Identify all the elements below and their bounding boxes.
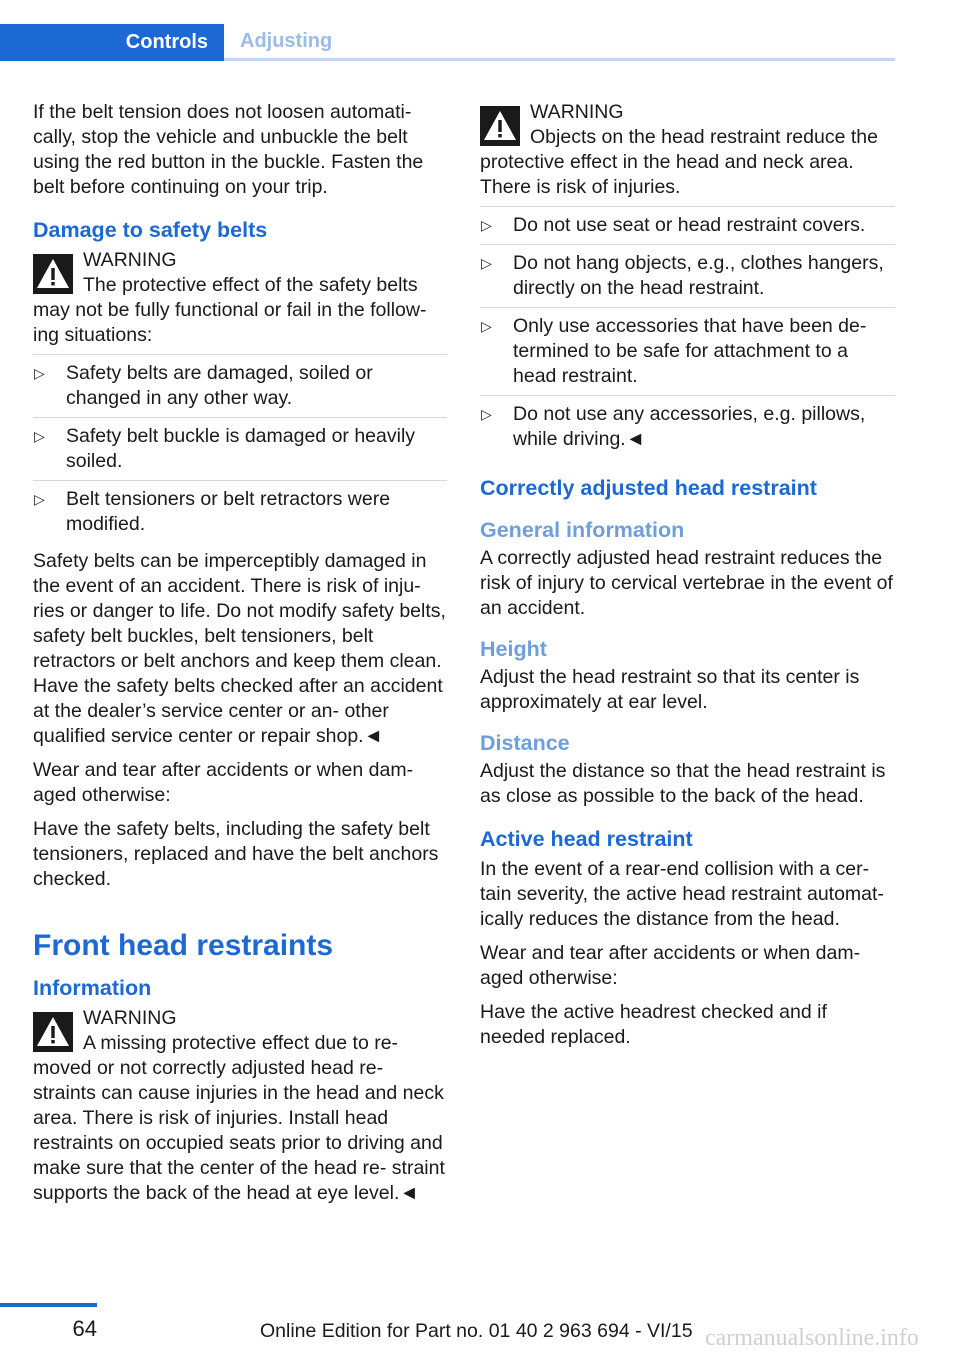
list-item-text: Safety belts are damaged, soiled or changed in any other way.	[66, 362, 373, 409]
watermark: carmanualsonline.info	[705, 1325, 919, 1351]
paragraph: Adjust the head restraint so that its center is approximately at ear level.	[480, 666, 860, 713]
triangle-right-icon: ▷	[481, 255, 492, 271]
list-item-text: Do not hang objects, e.g., clothes hangers, directly on the head restraint.	[513, 252, 884, 299]
list-item	[33, 417, 447, 480]
warning-block	[480, 100, 895, 200]
list-item	[33, 480, 447, 543]
list-item-text: Only use accessories that have been de‐ termined to be safe for attachment to a head restraint.	[513, 315, 867, 387]
triangle-right-icon: ▷	[34, 428, 45, 444]
list-item-text: Do not use any accessories, e.g. pillows, while driving.◄	[513, 403, 866, 450]
paragraph: Wear and tear after accidents or when dam‐ aged otherwise:	[480, 942, 861, 989]
paragraph: If the belt tension does not loosen automati‐ cally, stop the vehicle and unbuckle the belt using the red button in the buckle. Fasten the belt before continuing on your trip.	[33, 101, 424, 198]
list-item-text: Do not use seat or head restraint covers.	[513, 214, 866, 236]
paragraph: Have the safety belts, including the safety belt tensioners, replaced and have the belt anchors checked.	[33, 818, 439, 890]
warning-label: WARNING	[83, 1007, 177, 1029]
triangle-right-icon: ▷	[481, 217, 492, 233]
heading-correctly-adjusted-head-restraint: Correctly adjusted head restraint	[480, 476, 817, 500]
list-item	[480, 206, 895, 244]
section-tabs	[0, 24, 895, 61]
footer-edition: Online Edition for Part no. 01 40 2 963 694 - VI/15	[260, 1320, 693, 1342]
bullet-list	[33, 354, 447, 543]
paragraph: Safety belts can be imperceptibly damaged in the event of an accident. There is risk of inju‐ ries or danger to life. Do not modify safety belts, safety belt buckles, belt tensioners, belt retractors or belt anchors and keep them clean. Have the safety belts checked after an accident at the dealer’s service center or an‐ other qualified service center or repair shop.◄	[33, 550, 446, 747]
warning-block	[33, 248, 447, 348]
warning-block	[33, 1006, 447, 1206]
heading-active-head-restraint: Active head restraint	[480, 827, 693, 851]
warning-text: A missing protective effect due to re‐ moved or not correctly adjusted head re‐ straints can cause injuries in the head and neck area. There is risk of injuries. Install head restraints on occupied seats prior to driving and make sure that the center of the head re‐ straint supports the back of the head at eye level.◄	[33, 1032, 445, 1204]
list-item	[480, 395, 895, 458]
heading-height: Height	[480, 637, 547, 661]
heading-distance: Distance	[480, 731, 570, 755]
warning-label: WARNING	[530, 101, 624, 123]
page-number: 64	[72, 1316, 97, 1341]
list-item	[33, 354, 447, 417]
bullet-list	[480, 206, 895, 458]
right-column	[480, 100, 895, 1059]
paragraph: Have the active headrest checked and if needed replaced.	[480, 1001, 827, 1048]
paragraph: In the event of a rear-end collision with a cer‐ tain severity, the active head restraint automat‐ ically reduces the distance from the head.	[480, 858, 884, 930]
warning-triangle-icon	[33, 1012, 73, 1052]
warning-triangle-icon	[33, 254, 73, 294]
left-column	[33, 100, 447, 1212]
tab-controls[interactable]: Controls	[0, 24, 224, 61]
list-item-text: Belt tensioners or belt retractors were modified.	[66, 488, 391, 535]
paragraph: A correctly adjusted head restraint reduces the risk of injury to cervical vertebrae in the event of an accident.	[480, 547, 893, 619]
paragraph: Adjust the distance so that the head restraint is as close as possible to the back of the head.	[480, 760, 886, 807]
warning-label: WARNING	[83, 249, 177, 271]
warning-text: The protective effect of the safety belts may not be fully functional or fail in the follow‐ ing situations:	[33, 274, 427, 346]
tab-adjusting[interactable]: Adjusting	[224, 24, 895, 61]
triangle-right-icon: ▷	[34, 491, 45, 507]
heading-information: Information	[33, 976, 152, 1000]
list-item	[480, 244, 895, 307]
warning-triangle-icon	[480, 106, 520, 146]
triangle-right-icon: ▷	[481, 318, 492, 334]
footer-rule	[0, 1303, 97, 1307]
paragraph: Wear and tear after accidents or when dam‐ aged otherwise:	[33, 759, 414, 806]
heading-general-information: General information	[480, 518, 685, 542]
warning-text: Objects on the head restraint reduce the protective effect in the head and neck area. There is risk of injuries.	[480, 126, 878, 198]
list-item-text: Safety belt buckle is damaged or heavily soiled.	[66, 425, 416, 472]
triangle-right-icon: ▷	[34, 365, 45, 381]
heading-front-head-restraints: Front head restraints	[33, 929, 334, 962]
heading-damage-to-safety-belts: Damage to safety belts	[33, 218, 268, 242]
triangle-right-icon: ▷	[481, 406, 492, 422]
list-item	[480, 307, 895, 395]
